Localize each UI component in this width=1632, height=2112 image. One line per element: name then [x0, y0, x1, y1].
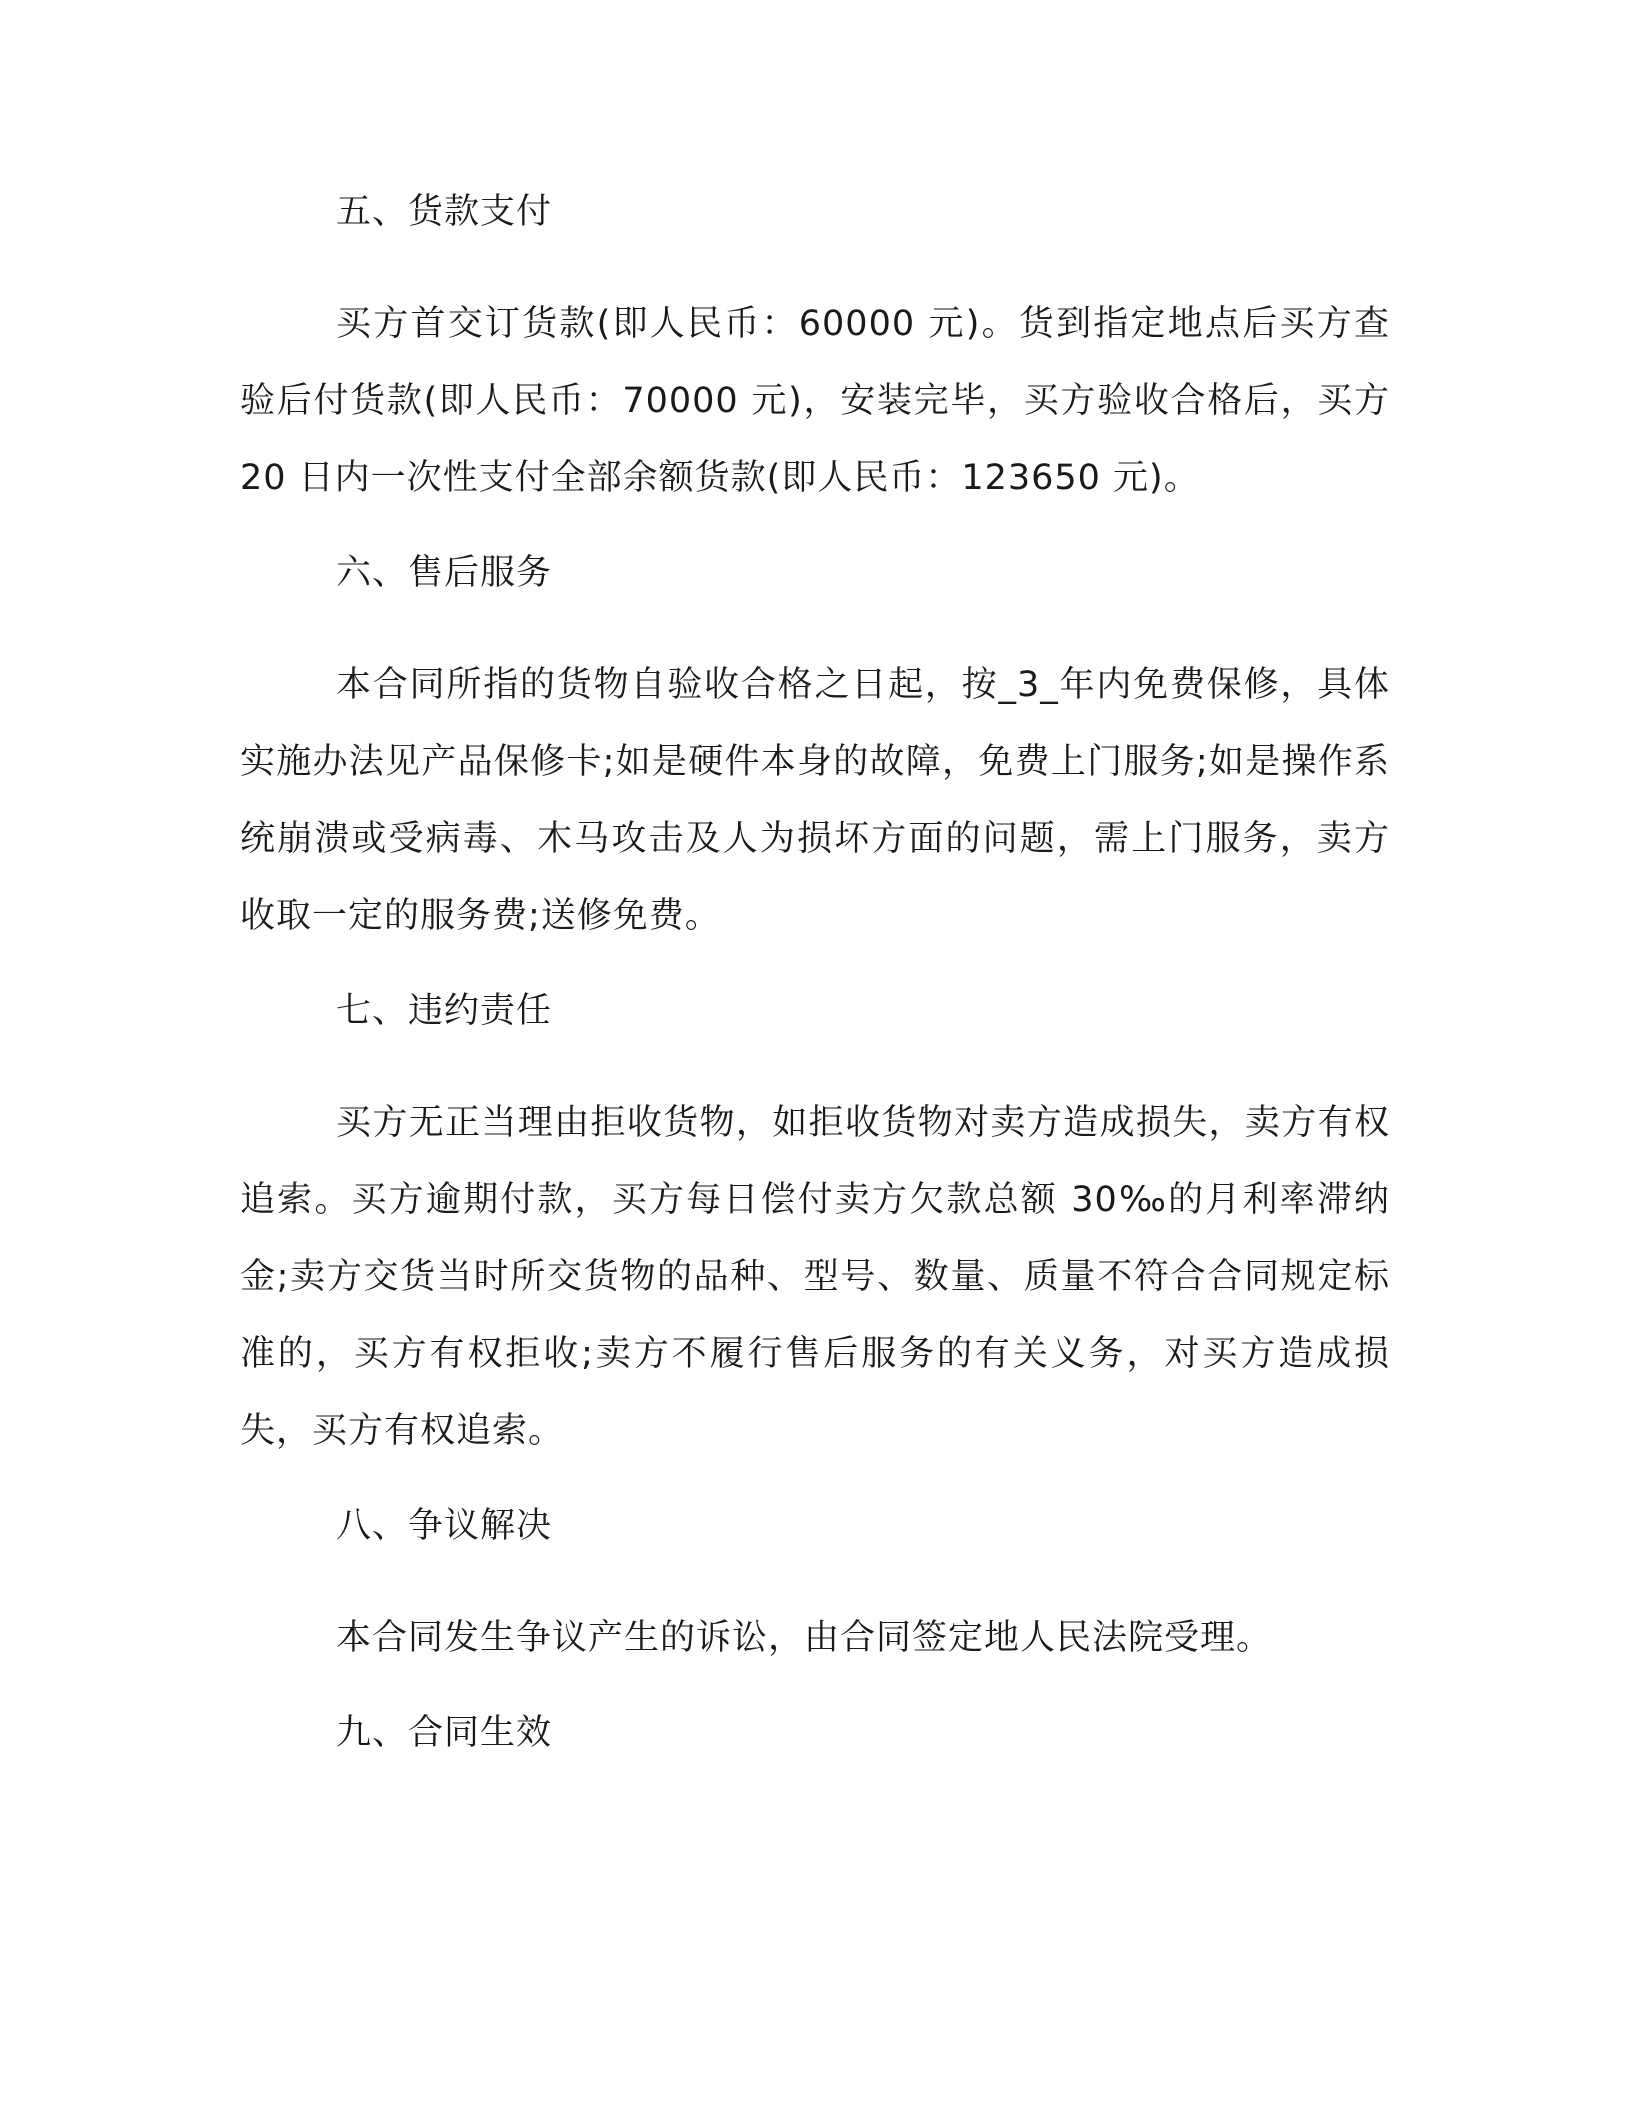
section-heading-liability: 七、违约责任: [336, 991, 553, 1031]
document-body: [240, 182, 1390, 1807]
section-paragraph-after-sales: 本合同所指的货物自验收合格之日起，按_3_年内免费保修，具体实施办法见产品保修卡;如是硬件本身的故障，免费上门服务;如是操作系统崩溃或受病毒、木马攻击及人为损坏方面的问题，需上门服务，卖方收取一定的服务费;送修免费。: [240, 665, 1390, 936]
section-heading-effective: 九、合同生效: [336, 1713, 553, 1753]
section-paragraph-payment: 买方首交订货款(即人民币：60000 元)。货到指定地点后买方查验后付货款(即人民币：70000 元)，安装完毕，买方验收合格后，买方 20 日内一次性支付全部余额货款(即人民币：123650 元)。: [240, 304, 1390, 498]
section-heading-payment: 五、货款支付: [336, 192, 553, 232]
section-heading-after-sales: 六、售后服务: [336, 553, 553, 593]
section-paragraph-dispute: 本合同发生争议产生的诉讼，由合同签定地人民法院受理。: [336, 1618, 1273, 1658]
section-heading-dispute: 八、争议解决: [336, 1506, 553, 1546]
section-paragraph-liability: 买方无正当理由拒收货物，如拒收货物对卖方造成损失，卖方有权追索。买方逾期付款，买方每日偿付卖方欠款总额 30‰的月利率滞纳金;卖方交货当时所交货物的品种、型号、数量、质量不符合合同规定标准的，买方有权拒收;卖方不履行售后服务的有关义务，对买方造成损失，买方有权追索。: [240, 1103, 1390, 1451]
